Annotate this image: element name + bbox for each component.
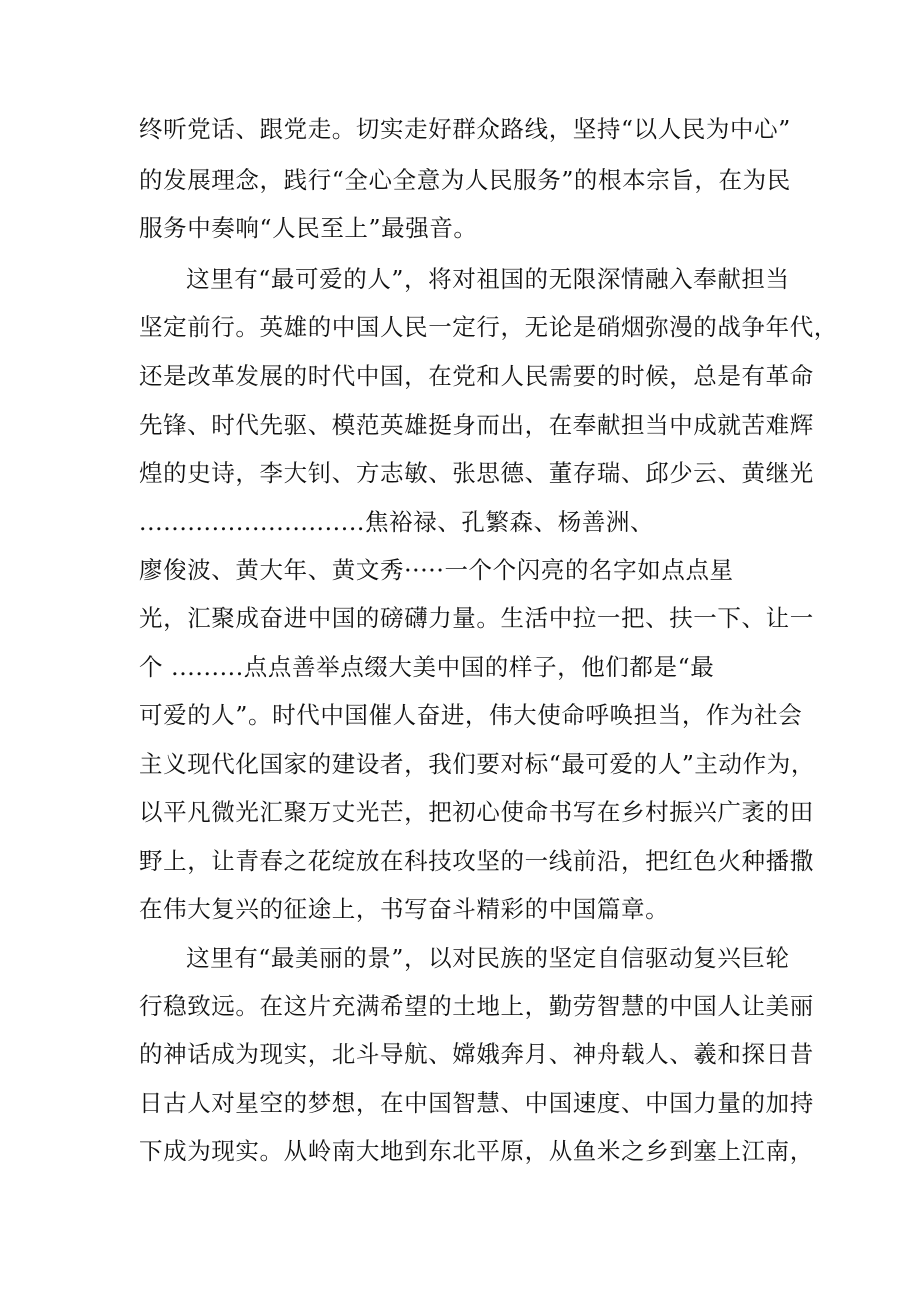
text-line: 光，汇聚成奋进中国的磅礴力量。生活中拉一把、扶一下、让一 (139, 604, 814, 632)
text-line: 还是改革发展的时代中国，在党和人民需要的时候，总是有革命 (139, 362, 814, 390)
text-line: 行稳致远。在这片充满希望的土地上，勤劳智慧的中国人让美丽 (139, 992, 814, 1020)
text-line: 主义现代化国家的建设者，我们要对标“最可爱的人”主动作为， (139, 750, 815, 778)
paragraph-first-line: 这里有“最可爱的人”，将对祖国的无限深情融入奉献担当 (186, 265, 790, 293)
text-line: 坚定前行。英雄的中国人民一定行，无论是硝烟弥漫的战争年代， (139, 313, 838, 341)
text-line: 野上，让青春之花绽放在科技攻坚的一线前沿，把红色火种播撒 (139, 847, 814, 875)
paragraph-first-line: 这里有“最美丽的景”，以对民族的坚定自信驱动复兴巨轮 (186, 944, 790, 972)
text-line: 的发展理念，践行“全心全意为人民服务”的根本宗旨，在为民 (139, 166, 791, 194)
text-line: 先锋、时代先驱、模范英雄挺身而出，在奉献担当中成就苦难辉 (139, 411, 814, 439)
text-line: 可爱的人”。时代中国催人奋进，伟大使命呼唤担当，作为社会 (139, 701, 803, 729)
text-line: 廖俊波、黄大年、黄文秀·····一个个闪亮的名字如点点星 (139, 556, 734, 584)
text-line: 煌的史诗，李大钊、方志敏、张思德、董存瑞、邱少云、黄继光 (139, 459, 814, 487)
text-line: 下成为现实。从岭南大地到东北平原，从鱼米之乡到塞上江南， (139, 1137, 814, 1165)
text-line: 的神话成为现实，北斗导航、嫦娥奔月、神舟载人、羲和探日昔 (139, 1040, 814, 1068)
text-line: 在伟大复兴的征途上，书写奋斗精彩的中国篇章。 (139, 895, 670, 923)
text-line: 以平凡微光汇聚万丈光芒，把初心使命书写在乡村振兴广袤的田 (139, 798, 814, 826)
text-line: 终听党话、跟党走。切实走好群众路线，坚持“以人民为中心” (139, 115, 791, 143)
text-line: 日古人对星空的梦想，在中国智慧、中国速度、中国力量的加持 (139, 1089, 814, 1117)
text-line: 服务中奏响“人民至上”最强音。 (139, 214, 478, 242)
text-line: 个 .........点点善举点缀大美中国的样子，他们都是“最 (139, 653, 715, 681)
text-line: ............................焦裕禄、孔繁森、杨善洲、 (139, 508, 655, 536)
